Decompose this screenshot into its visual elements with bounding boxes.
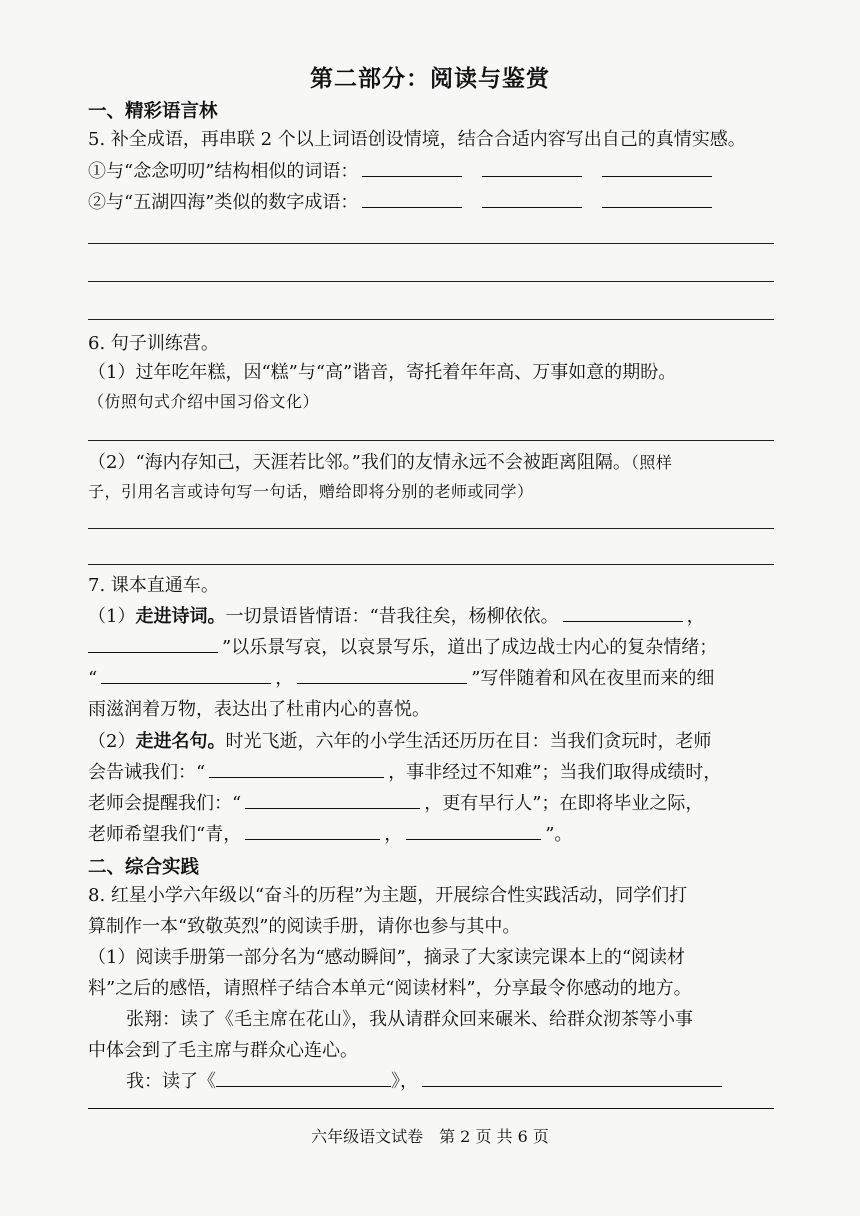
- writing-line[interactable]: [88, 243, 774, 244]
- q6-sentence2-text: （2）“海内存知己，天涯若比邻。”我们的友情永远不会被距离阻隔。: [88, 452, 631, 473]
- q7-part2-text4b: ，: [384, 824, 403, 845]
- answer-blank[interactable]: [563, 605, 683, 622]
- q8-example-line2: 中体会到了毛主席与群众心连心。: [88, 1040, 358, 1061]
- q7-part2-text2a: 会告诫我们：“: [88, 762, 206, 783]
- q7-part1-open-quote: “: [88, 668, 98, 689]
- q7-part2-label: （2）: [88, 731, 136, 752]
- q7-part1-heading: 走进诗词。: [135, 606, 226, 627]
- answer-blank[interactable]: [88, 636, 218, 653]
- answer-blank[interactable]: [245, 823, 380, 840]
- q7-part1-label: （1）: [88, 606, 136, 627]
- q5-item2-label: ②与“五湖四海”类似的数字成语：: [88, 192, 359, 213]
- q8-line1: 8. 红星小学六年级以“奋斗的历程”为主题，开展综合性实践活动，同学们打: [88, 885, 688, 906]
- q6-sentence1-instruction: （仿照句式介绍中国习俗文化）: [88, 392, 320, 411]
- q6-sentence1: （1）过年吃年糕，因“糕”与“高”谐音，寄托着年年高、万事如意的期盼。: [88, 362, 677, 383]
- answer-blank[interactable]: [362, 191, 462, 208]
- q7-part2-text3b: ，更有早行人”；在即将毕业之际，: [424, 793, 704, 814]
- q8-part1-line2: 料”之后的感悟，请照样子结合本单元“阅读材料”，分享最令你感动的地方。: [88, 978, 692, 999]
- q7-part2-line1: [88, 730, 774, 754]
- writing-line[interactable]: [88, 319, 774, 320]
- section-heading-1: 一、精彩语言林: [88, 101, 218, 122]
- q8-example-line1: 张翔：读了《毛主席在花山》，我从请群众回来碾米、给群众沏茶等小事: [126, 1009, 693, 1030]
- answer-blank[interactable]: [209, 761, 384, 778]
- answer-blank[interactable]: [482, 191, 582, 208]
- answer-blank[interactable]: [602, 191, 712, 208]
- q8-part1-line1: （1）阅读手册第一部分名为“感动瞬间”，摘录了大家读完课本上的“阅读材: [88, 947, 686, 968]
- answer-blank[interactable]: [482, 160, 582, 177]
- q8-my-answer-prefix: 我：读了《: [126, 1071, 216, 1092]
- q6-prompt: 6. 句子训练营。: [88, 333, 219, 354]
- q7-part2-heading: 走进名句。: [135, 731, 226, 752]
- answer-blank[interactable]: [422, 1070, 722, 1087]
- q7-part1-line1: [88, 605, 774, 629]
- q7-part1-comma2: ，: [275, 668, 294, 689]
- writing-line[interactable]: [88, 528, 774, 529]
- q7-part2-text2b: ，事非经过不知难”；当我们取得成绩时，: [388, 762, 722, 783]
- q7-part1-comma1: ，: [686, 606, 705, 627]
- q7-part1-line2: [88, 636, 774, 660]
- writing-line[interactable]: [88, 281, 774, 282]
- footer-divider: [88, 1108, 774, 1109]
- q7-prompt: 7. 课本直通车。: [88, 575, 219, 596]
- answer-blank[interactable]: [297, 667, 467, 684]
- q7-part2-text4a: 老师希望我们“青，: [88, 824, 242, 845]
- answer-blank[interactable]: [245, 792, 420, 809]
- answer-blank-book-title[interactable]: [216, 1070, 391, 1087]
- writing-line[interactable]: [88, 440, 774, 441]
- q5-item2: [88, 191, 774, 215]
- q7-part2-line4: [88, 823, 774, 847]
- q6-sentence2: [88, 451, 774, 475]
- page-footer: 六年级语文试卷 第 2 页 共 6 页: [311, 1127, 549, 1146]
- answer-blank[interactable]: [101, 667, 271, 684]
- q5-item1: [88, 160, 774, 184]
- q7-part2-text1: 时光飞逝，六年的小学生活还历历在目：当我们贪玩时，老师: [225, 731, 712, 752]
- page-title: 第二部分：阅读与鉴赏: [310, 65, 550, 92]
- q7-part2-line2: [88, 761, 774, 785]
- writing-line[interactable]: [88, 564, 774, 565]
- q7-part1-text2: ”以乐景写哀，以哀景写乐，道出了成边战士内心的复杂情绪；: [222, 637, 718, 658]
- q7-part2-line3: [88, 792, 774, 816]
- q6-sentence2-instruction: 子，引用名言或诗句写一句话，赠给即将分别的老师或同学）: [88, 482, 534, 501]
- q8-my-answer-suffix: 》，: [391, 1071, 418, 1092]
- q5-prompt: 5. 补全成语，再串联 2 个以上词语创设情境，结合合适内容写出自己的真情实感。: [88, 129, 746, 150]
- q7-part1-text3: ”写伴随着和风在夜里而来的细: [471, 668, 715, 689]
- q7-part1-line3: [88, 667, 774, 691]
- q5-item1-label: ①与“念念叨叨”结构相似的词语：: [88, 161, 359, 182]
- q7-part1-text1: 一切景语皆情语：“昔我往矣，杨柳依依。: [225, 606, 559, 627]
- answer-blank[interactable]: [362, 160, 462, 177]
- q7-part1-line4: 雨滋润着万物，表达出了杜甫内心的喜悦。: [88, 699, 430, 720]
- q8-line2: 算制作一本“致敬英烈”的阅读手册，请你也参与其中。: [88, 916, 521, 937]
- answer-blank[interactable]: [406, 823, 541, 840]
- section-heading-2: 二、综合实践: [88, 857, 200, 878]
- q7-part2-text3a: 老师会提醒我们：“: [88, 793, 242, 814]
- q7-part2-text4c: ”。: [545, 824, 573, 845]
- q6-sentence2-instruction-start: （照样: [630, 453, 673, 472]
- answer-blank[interactable]: [602, 160, 712, 177]
- q8-my-answer: [88, 1070, 774, 1094]
